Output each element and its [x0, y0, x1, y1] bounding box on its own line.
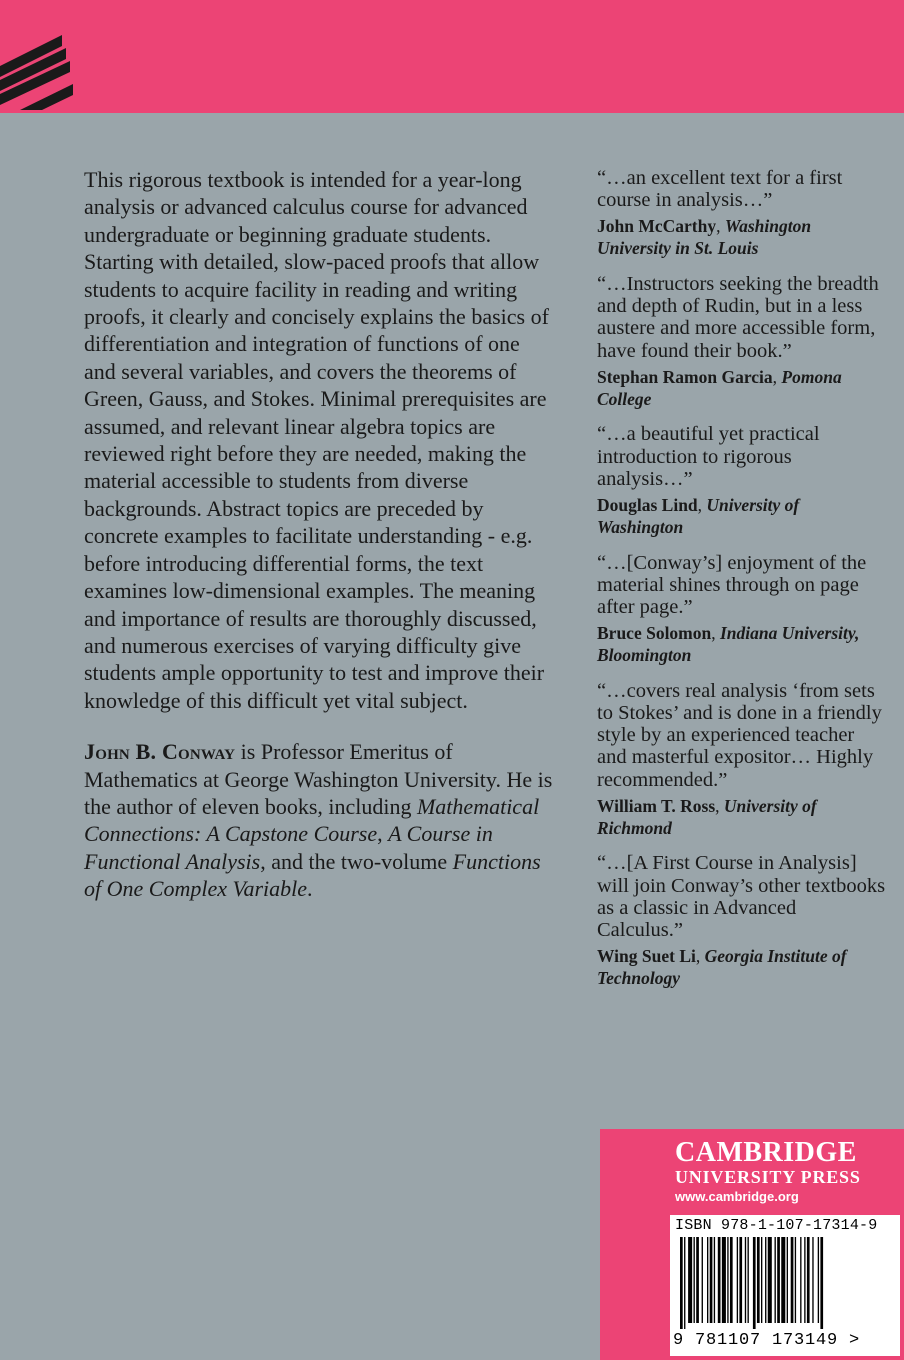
barcode-digits: 9 781107 173149 >	[673, 1331, 861, 1350]
barcode-icon	[674, 1237, 896, 1329]
barcode-bar	[722, 1237, 726, 1323]
endorsement	[597, 423, 887, 538]
barcode-bar	[745, 1237, 746, 1323]
book-title: Functions of One Complex Variable	[84, 848, 541, 902]
barcode-bar	[710, 1237, 713, 1323]
book-title: Mathematical Connections: A Capstone Course	[84, 793, 540, 847]
barcode-bar	[696, 1237, 699, 1323]
barcode-bar	[737, 1237, 738, 1323]
endorsement-attribution: Stephan Ramon Garcia, Pomona College	[597, 366, 842, 409]
barcode-bar	[768, 1237, 772, 1323]
author-name: John B. Conway	[84, 739, 236, 765]
endorsements	[597, 167, 887, 1003]
barcode-bar	[812, 1237, 813, 1323]
endorsement-quote: “…Instructors seeking the breadth and depth of Rudin, but in a less austere and more accessible form, have found their book.”	[597, 273, 879, 362]
barcode-bar	[714, 1237, 715, 1323]
barcode-bar	[757, 1237, 760, 1323]
author-bio: John B. Conway is Professor Emeritus of Mathematics at George Washington University. He is the author of eleven books, including Mathematical Connections: A Capstone Course, A Course in Functional Analysis, and the two-volume Functions of One Complex Variable.	[84, 739, 553, 902]
endorsement	[597, 680, 887, 840]
endorsement	[597, 167, 887, 260]
barcode-bar	[818, 1237, 819, 1323]
back-cover-description	[84, 166, 554, 903]
publisher-url: www.cambridge.org	[675, 1189, 799, 1204]
isbn-label: ISBN 978-1-107-17314-9	[675, 1217, 878, 1234]
barcode-bar	[688, 1237, 692, 1323]
barcode-bar	[694, 1237, 695, 1323]
endorsement-quote: “…[Conway’s] enjoyment of the material shines through on page after page.”	[597, 551, 867, 619]
endorsement-attribution: John McCarthy, Washington University in St. Louis	[597, 216, 812, 259]
endorsement	[597, 852, 887, 989]
barcode-bar	[727, 1237, 728, 1323]
barcode-bar	[781, 1237, 785, 1323]
endorsement-quote: “…an excellent text for a first course in analysis…”	[597, 167, 843, 212]
barcode-bar	[795, 1237, 796, 1323]
barcode-bar	[777, 1237, 780, 1323]
barcode-bar	[800, 1237, 801, 1323]
barcode-bar	[761, 1237, 762, 1323]
publisher-subtitle: UNIVERSITY PRESS	[675, 1167, 861, 1187]
endorsement-attribution: Wing Suet Li, Georgia Institute of Technology	[597, 946, 847, 989]
publisher-panel	[600, 1129, 904, 1360]
endorsement-quote: “…[A First Course in Analysis] will join Conway’s other textbooks as a classic in Advanced Calculus.”	[597, 852, 886, 942]
endorsement-attribution: Douglas Lind, University of Washington	[597, 495, 800, 537]
endorsement-attribution: Bruce Solomon, Indiana University, Bloomington	[597, 623, 860, 666]
barcode-bar	[820, 1237, 823, 1329]
top-color-band	[0, 0, 904, 113]
stripes-logo-icon	[0, 0, 80, 113]
barcode-bar	[787, 1237, 788, 1323]
barcode-bar	[718, 1237, 721, 1323]
endorsement-quote: “…covers real analysis ‘from sets to Stokes’ and is done in a friendly style by an experienced teacher and masterful expositor… Highly recommended.”	[597, 679, 882, 791]
barcode-bar	[684, 1237, 685, 1329]
description-paragraph: This rigorous textbook is intended for a year-long analysis or advanced calculus course for advanced undergraduate or beginning graduate students. Starting with detailed, slow-paced proofs that allow students to acquire facility in reading and writing proofs, it clearly and concisely explains the basics of differentiation and integration of functions of one and several variables, and covers the theorems of Green, Gauss, and Stokes. Minimal prerequisites are assumed, and relevant linear algebra topics are reviewed right before they are needed, making the material accessible to students from diverse backgrounds. Abstract topics are preceded by concrete examples to facilitate understanding - e.g. before introducing differential forms, the text examines low-dimensional examples. The meaning and importance of results are thoroughly discussed, and numerous exercises of varying difficulty give students ample opportunity to test and improve their knowledge of this difficult yet vital subject.	[84, 167, 549, 713]
endorsement-quote: “…a beautiful yet practical introduction to rigorous analysis…”	[597, 423, 820, 490]
publisher-name: CAMBRIDGE	[675, 1137, 857, 1168]
barcode-bar	[775, 1237, 776, 1323]
barcode-bar	[748, 1237, 749, 1323]
endorsement-attribution: William T. Ross, University of Richmond	[597, 795, 817, 838]
book-title: A Course in Functional Analysis	[84, 821, 493, 874]
barcode-bar	[807, 1237, 810, 1323]
barcode-panel	[670, 1215, 900, 1356]
barcode-bar	[753, 1237, 756, 1329]
barcode-bar	[804, 1237, 805, 1323]
endorsement	[597, 552, 887, 667]
barcode-bar	[730, 1237, 733, 1323]
barcode-bar	[765, 1237, 766, 1323]
barcode-bar	[702, 1237, 703, 1323]
barcode-bar	[680, 1237, 683, 1329]
barcode-bar	[791, 1237, 794, 1323]
endorsement	[597, 273, 887, 410]
barcode-bar	[739, 1237, 742, 1323]
barcode-bar	[707, 1237, 708, 1323]
